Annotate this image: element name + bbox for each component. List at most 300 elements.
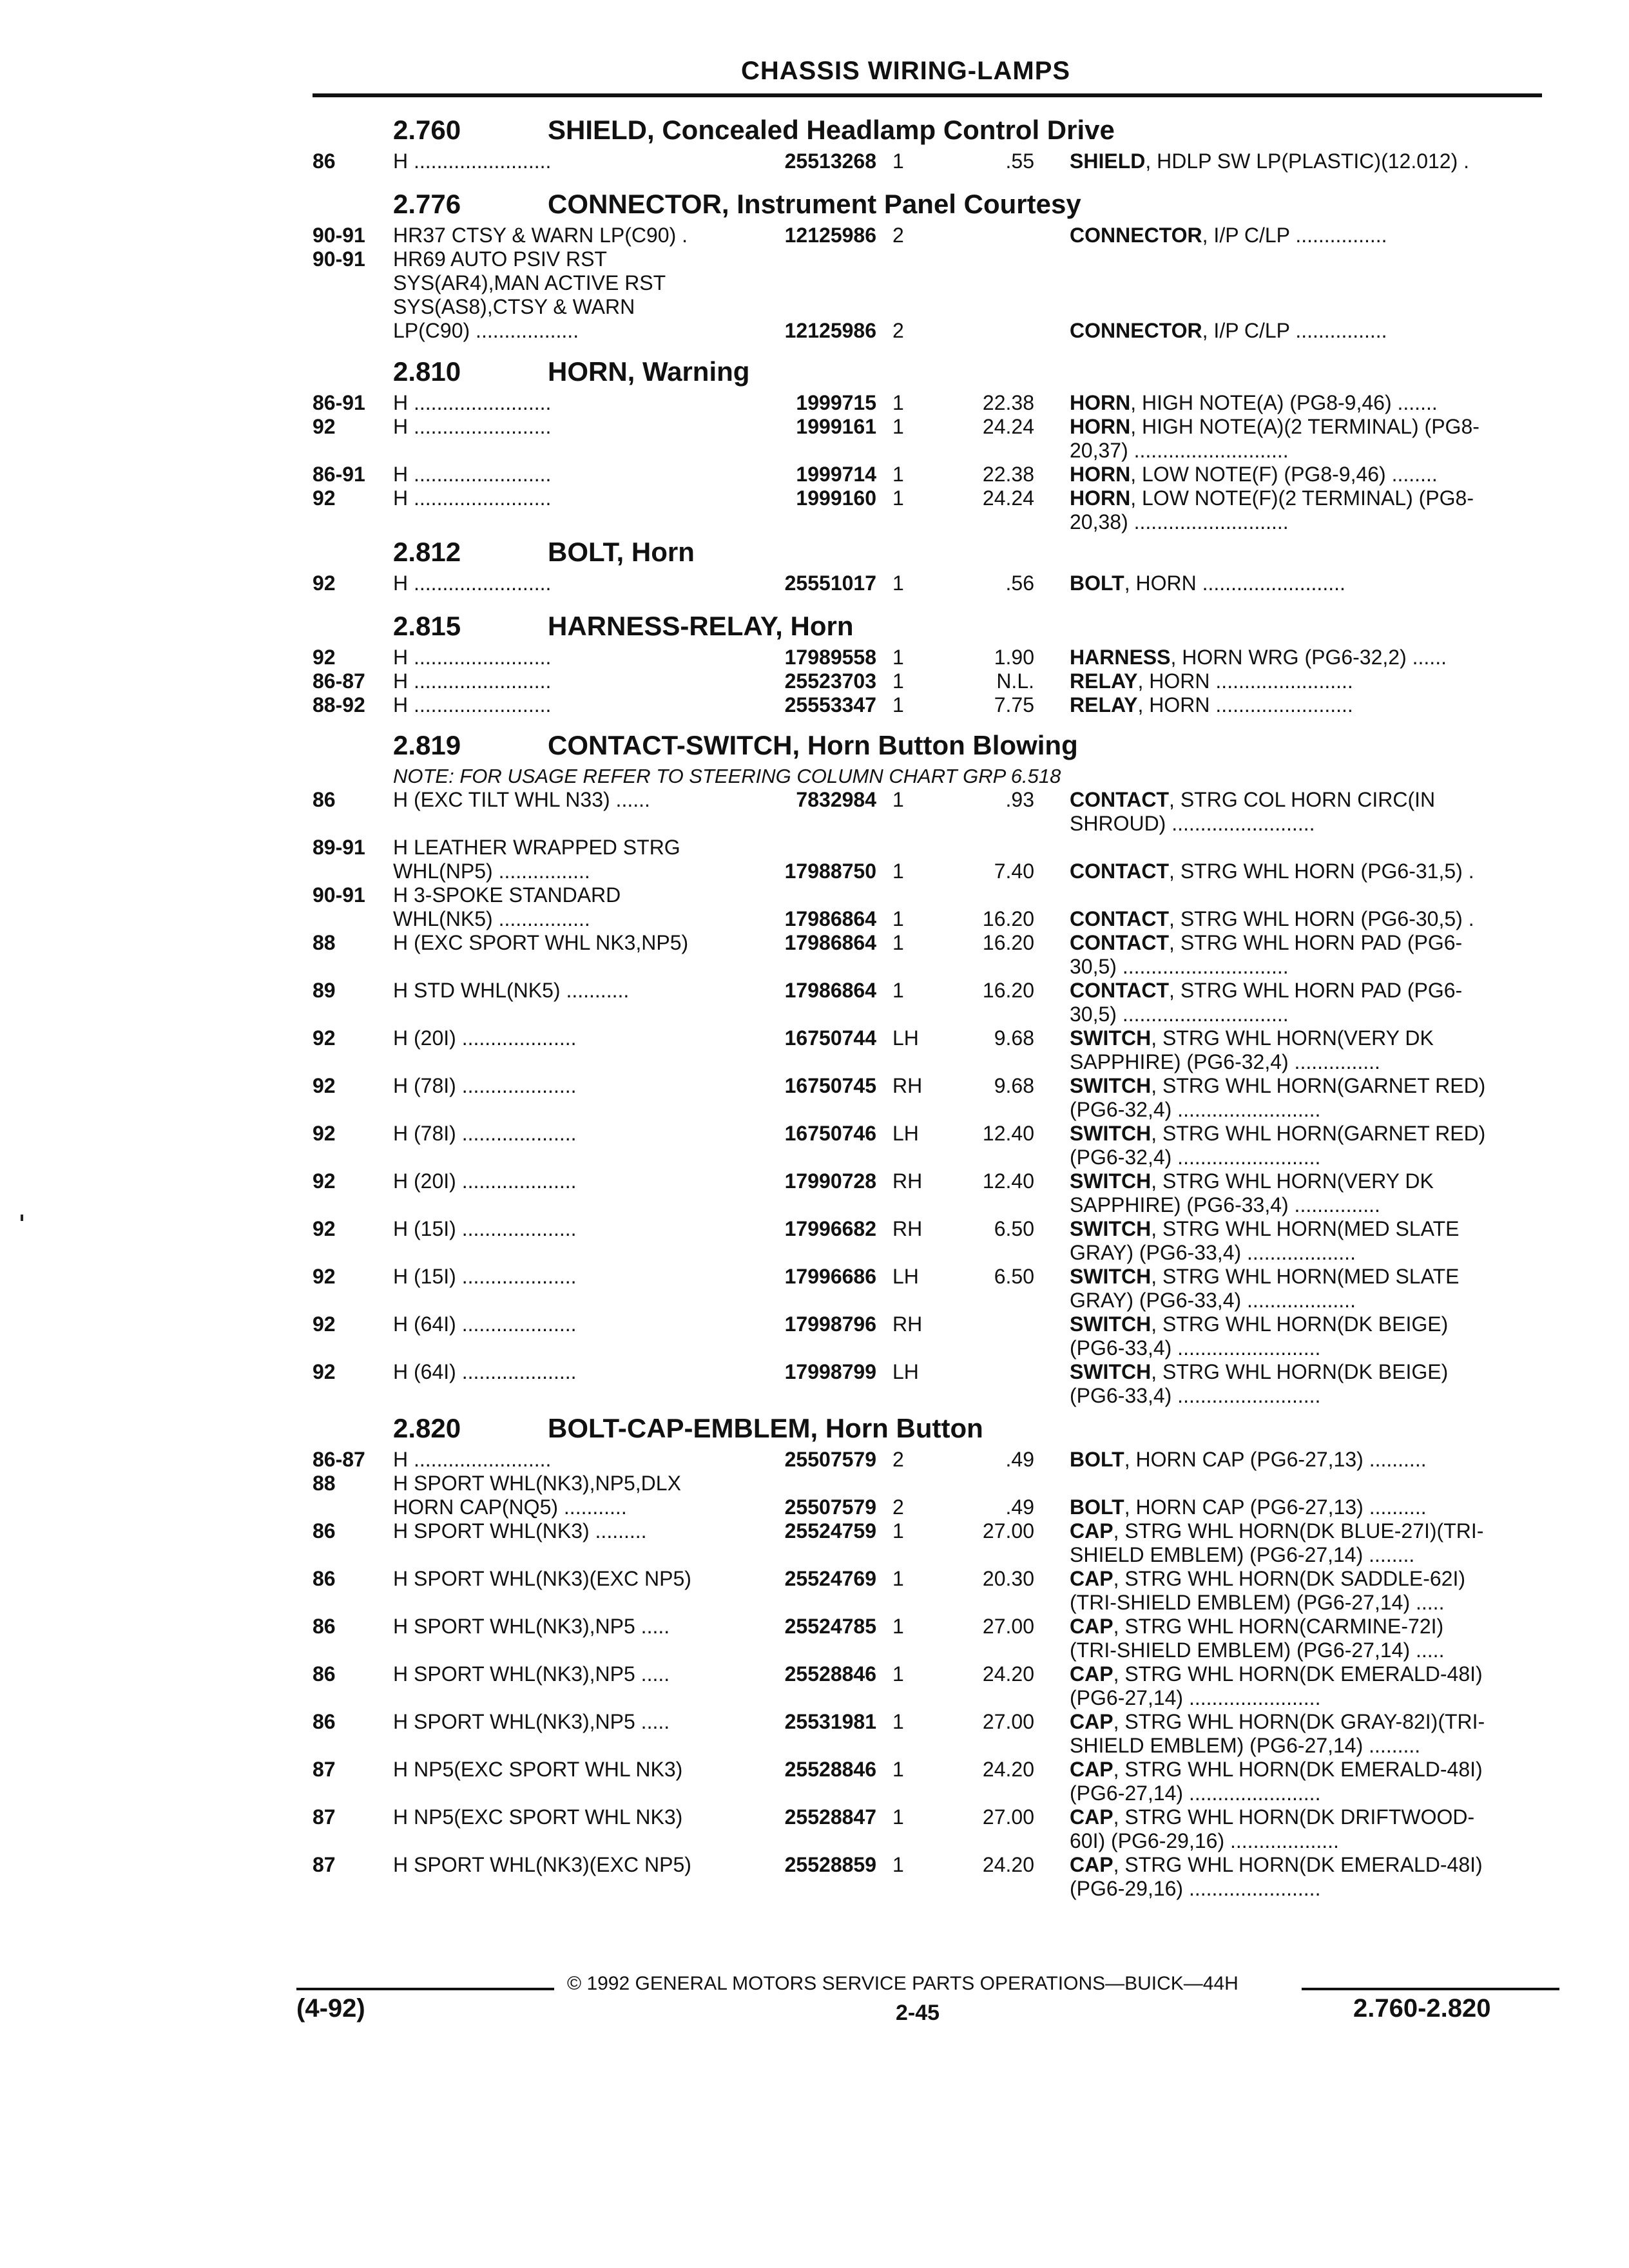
part-name-keyword: HORN: [1070, 391, 1131, 414]
part-row: [313, 572, 1550, 595]
part-name-detail: , STRG WHL HORN(CARMINE-72I) (TRI-SHIELD EMBLEM) (PG6-27,14) .....: [1070, 1615, 1445, 1662]
part-row: [313, 1853, 1550, 1901]
footer-section-range: 2.760-2.820: [1353, 1994, 1491, 2023]
price: 12.40: [982, 1169, 1034, 1193]
model-year: 86: [313, 1662, 336, 1686]
quantity: 1: [892, 693, 904, 716]
part-row: [313, 1519, 1550, 1567]
part-name-detail: , STRG WHL HORN(DK EMERALD-48I) (PG6-27,14) .......................: [1070, 1662, 1483, 1709]
usage-description: H ........................: [393, 415, 552, 438]
footer-rule-left: [296, 1988, 554, 1990]
part-name-keyword: CONNECTOR: [1070, 319, 1202, 342]
part-name-keyword: CAP: [1070, 1710, 1113, 1733]
model-year: 88-92: [313, 693, 365, 716]
part-name: [1070, 907, 1534, 931]
price: 27.00: [982, 1519, 1034, 1542]
part-number: 16750745: [784, 1074, 876, 1097]
quantity: 1: [892, 979, 904, 1002]
price: 7.40: [994, 860, 1034, 883]
quantity: 1: [892, 1805, 904, 1829]
quantity: 2: [892, 224, 904, 247]
usage-description: H ........................: [393, 669, 552, 693]
part-row: [313, 1122, 1550, 1169]
price: 6.50: [994, 1217, 1034, 1240]
part-number: 17986864: [784, 931, 876, 954]
price: 9.68: [994, 1026, 1034, 1050]
usage-description: HR37 CTSY & WARN LP(C90) .: [393, 224, 688, 247]
part-name-detail: , STRG WHL HORN(GARNET RED) (PG6-32,4) .........................: [1070, 1074, 1486, 1121]
part-number: 1999715: [796, 391, 876, 414]
part-name: [1070, 486, 1534, 534]
price: 22.38: [982, 463, 1034, 486]
part-name: [1070, 149, 1534, 173]
part-row: [313, 1615, 1550, 1662]
part-row: [313, 1074, 1550, 1122]
part-row: [313, 788, 1550, 836]
footer-date: (4-92): [296, 1994, 365, 2023]
part-name: [1070, 979, 1534, 1026]
section-number: 2.776: [393, 189, 461, 219]
quantity: 1: [892, 572, 904, 595]
part-row: [313, 883, 1550, 931]
part-name: [1070, 1519, 1534, 1567]
quantity: 1: [892, 1758, 904, 1781]
model-year: 86: [313, 788, 336, 811]
model-year: 92: [313, 1265, 336, 1288]
part-number: 25528846: [784, 1758, 876, 1781]
catalog-section: [313, 532, 1550, 595]
price: 16.20: [982, 931, 1034, 954]
model-year: 90-91: [313, 247, 365, 271]
usage-description: H ........................: [393, 1448, 552, 1471]
part-number: 17989558: [784, 646, 876, 669]
model-year: 92: [313, 1360, 336, 1383]
part-name: [1070, 319, 1534, 343]
part-name-keyword: CONTACT: [1070, 931, 1170, 954]
model-year: 86: [313, 1710, 336, 1733]
catalog-section: [313, 606, 1550, 717]
price: 24.20: [982, 1662, 1034, 1686]
part-number: 17996682: [784, 1217, 876, 1240]
usage-description: H (20I) ....................: [393, 1169, 577, 1193]
usage-description: H ........................: [393, 149, 552, 173]
usage-description: H ........................: [393, 693, 552, 716]
part-row: [313, 463, 1550, 486]
usage-description: H (EXC SPORT WHL NK3,NP5): [393, 931, 689, 954]
part-name-keyword: SWITCH: [1070, 1217, 1152, 1240]
usage-description: H (78I) ....................: [393, 1074, 577, 1097]
price: 24.20: [982, 1853, 1034, 1876]
part-name-keyword: HORN: [1070, 486, 1131, 510]
part-number: 17986864: [784, 907, 876, 930]
quantity: 2: [892, 319, 904, 342]
part-name-detail: , STRG WHL HORN(DK SADDLE-62I) (TRI-SHIELD EMBLEM) (PG6-27,14) .....: [1070, 1567, 1465, 1614]
part-name-keyword: CONTACT: [1070, 907, 1170, 930]
part-name-keyword: CAP: [1070, 1758, 1113, 1781]
part-name-keyword: CONTACT: [1070, 788, 1170, 811]
quantity: 1: [892, 415, 904, 438]
part-row: [313, 415, 1550, 463]
part-name: [1070, 1448, 1534, 1472]
part-name-detail: , STRG WHL HORN(MED SLATE GRAY) (PG6-33,4) ...................: [1070, 1265, 1460, 1312]
part-name: [1070, 788, 1534, 836]
section-title: HORN, Warning: [548, 356, 750, 387]
part-row: [313, 669, 1550, 693]
part-name: [1070, 1710, 1534, 1758]
part-name: [1070, 646, 1534, 669]
part-number: 17988750: [784, 860, 876, 883]
model-year: 92: [313, 1312, 336, 1336]
page-title: CHASSIS WIRING-LAMPS: [741, 57, 1071, 85]
model-year: 92: [313, 415, 336, 438]
part-number: 25551017: [784, 572, 876, 595]
part-number: 16750746: [784, 1122, 876, 1145]
quantity: 1: [892, 391, 904, 414]
part-name: [1070, 1360, 1534, 1408]
price: .56: [1005, 572, 1034, 595]
section-title: CONTACT-SWITCH, Horn Button Blowing: [548, 730, 1078, 760]
part-name-detail: , STRG WHL HORN PAD (PG6- 30,5) .............................: [1070, 931, 1463, 978]
part-name-keyword: CAP: [1070, 1615, 1113, 1638]
model-year: 87: [313, 1758, 336, 1781]
section-heading: [313, 532, 1550, 572]
part-number: 25524769: [784, 1567, 876, 1590]
catalog-section: [313, 184, 1550, 343]
part-number: 17998796: [784, 1312, 876, 1336]
part-name-detail: , HORN WRG (PG6-32,2) ......: [1170, 646, 1447, 669]
part-name-keyword: CAP: [1070, 1567, 1113, 1590]
quantity: 1: [892, 1519, 904, 1542]
part-name: [1070, 1122, 1534, 1169]
part-row: [313, 1026, 1550, 1074]
part-number: 25513268: [784, 149, 876, 173]
part-name: [1070, 1074, 1534, 1122]
usage-description: HR69 AUTO PSIV RST SYS(AR4),MAN ACTIVE RST SYS(AS8),CTSY & WARN LP(C90) ..................: [393, 247, 666, 342]
part-name-detail: , HIGH NOTE(A)(2 TERMINAL) (PG8- 20,37) ...........................: [1070, 415, 1480, 462]
usage-description: H SPORT WHL(NK3),NP5,DLX HORN CAP(NQ5) ...........: [393, 1472, 681, 1519]
part-name-detail: , STRG WHL HORN(VERY DK SAPPHIRE) (PG6-32,4) ...............: [1070, 1026, 1434, 1073]
part-number: 25507579: [784, 1448, 876, 1471]
part-name-keyword: SWITCH: [1070, 1360, 1152, 1383]
part-name-detail: , HORN CAP (PG6-27,13) ..........: [1124, 1495, 1427, 1519]
quantity: 1: [892, 1710, 904, 1733]
catalog-section: [313, 351, 1550, 534]
part-name-detail: , HORN .........................: [1124, 572, 1345, 595]
part-name-detail: , STRG WHL HORN(DK EMERALD-48I) (PG6-27,14) .......................: [1070, 1758, 1483, 1805]
part-name: [1070, 1662, 1534, 1710]
quantity: 1: [892, 1615, 904, 1638]
section-number: 2.819: [393, 730, 461, 760]
model-year: 89: [313, 979, 336, 1002]
catalog-section: [313, 725, 1550, 1408]
part-name-detail: , HIGH NOTE(A) (PG8-9,46) .......: [1130, 391, 1438, 414]
usage-description: H (15I) ....................: [393, 1265, 577, 1288]
part-name: [1070, 1217, 1534, 1265]
part-number: 12125986: [784, 224, 876, 247]
title-rule: [313, 93, 1542, 97]
section-number: 2.760: [393, 115, 461, 145]
quantity: 1: [892, 463, 904, 486]
section-heading: [313, 184, 1550, 224]
quantity: 1: [892, 1567, 904, 1590]
part-name-keyword: BOLT: [1070, 1495, 1124, 1519]
section-note: NOTE: FOR USAGE REFER TO STEERING COLUMN CHART GRP 6.518: [393, 765, 1061, 787]
price: 12.40: [982, 1122, 1034, 1145]
section-title: BOLT, Horn: [548, 537, 695, 567]
part-row: [313, 931, 1550, 979]
section-title: HARNESS-RELAY, Horn: [548, 611, 854, 641]
part-number: 1999161: [796, 415, 876, 438]
price: 22.38: [982, 391, 1034, 414]
part-name-keyword: SWITCH: [1070, 1026, 1152, 1050]
quantity: 1: [892, 860, 904, 883]
quantity: 1: [892, 907, 904, 930]
usage-description: H ........................: [393, 646, 552, 669]
part-number: 17998799: [784, 1360, 876, 1383]
part-name-detail: , HDLP SW LP(PLASTIC)(12.012) .: [1145, 149, 1470, 173]
part-name: [1070, 224, 1534, 247]
part-number: 25528859: [784, 1853, 876, 1876]
part-name: [1070, 463, 1534, 486]
scan-mark: [21, 1215, 23, 1221]
part-name: [1070, 1853, 1534, 1901]
part-number: 1999160: [796, 486, 876, 510]
quantity: 1: [892, 1853, 904, 1876]
part-number: 25531981: [784, 1710, 876, 1733]
part-name-keyword: CONNECTOR: [1070, 224, 1202, 247]
usage-description: H ........................: [393, 486, 552, 510]
part-name-detail: , I/P C/LP ................: [1202, 319, 1387, 342]
part-name-detail: , STRG WHL HORN(DK GRAY-82I)(TRI- SHIELD EMBLEM) (PG6-27,14) .........: [1070, 1710, 1485, 1757]
model-year: 87: [313, 1805, 336, 1829]
quantity: LH: [892, 1026, 919, 1050]
usage-description: H (64I) ....................: [393, 1312, 577, 1336]
model-year: 92: [313, 1026, 336, 1050]
part-name: [1070, 1567, 1534, 1615]
part-name-keyword: CAP: [1070, 1662, 1113, 1686]
part-name-detail: , LOW NOTE(F) (PG8-9,46) ........: [1130, 463, 1438, 486]
part-number: 17986864: [784, 979, 876, 1002]
part-row: [313, 1265, 1550, 1312]
part-name-detail: , STRG WHL HORN (PG6-30,5) .: [1169, 907, 1474, 930]
part-row: [313, 486, 1550, 534]
part-name: [1070, 391, 1534, 415]
usage-description: H (EXC TILT WHL N33) ......: [393, 788, 650, 811]
usage-description: H 3-SPOKE STANDARD WHL(NK5) ................: [393, 883, 621, 930]
price: 24.24: [982, 486, 1034, 510]
part-name-keyword: SHIELD: [1070, 149, 1146, 173]
usage-description: H (15I) ....................: [393, 1217, 577, 1240]
price: .55: [1005, 149, 1034, 173]
price: 27.00: [982, 1615, 1034, 1638]
model-year: 90-91: [313, 224, 365, 247]
price: 16.20: [982, 907, 1034, 930]
quantity: LH: [892, 1122, 919, 1145]
quantity: LH: [892, 1265, 919, 1288]
model-year: 86: [313, 1519, 336, 1542]
section-heading: [313, 1408, 1550, 1448]
quantity: 1: [892, 486, 904, 510]
model-year: 86: [313, 1567, 336, 1590]
part-number: 17996686: [784, 1265, 876, 1288]
quantity: RH: [892, 1169, 923, 1193]
quantity: 1: [892, 931, 904, 954]
price: 24.24: [982, 415, 1034, 438]
model-year: 92: [313, 1074, 336, 1097]
usage-description: H SPORT WHL(NK3),NP5 .....: [393, 1662, 670, 1686]
part-number: 12125986: [784, 319, 876, 342]
part-number: 25553347: [784, 693, 876, 716]
model-year: 86: [313, 1615, 336, 1638]
footer-rule-right: [1302, 1988, 1559, 1990]
part-name: [1070, 1312, 1534, 1360]
model-year: 89-91: [313, 836, 365, 859]
price: .93: [1005, 788, 1034, 811]
part-name-keyword: HORN: [1070, 415, 1131, 438]
part-name-detail: , STRG WHL HORN(VERY DK SAPPHIRE) (PG6-33,4) ...............: [1070, 1169, 1434, 1216]
model-year: 92: [313, 1169, 336, 1193]
footer-copyright: © 1992 GENERAL MOTORS SERVICE PARTS OPERATIONS—BUICK—44H: [567, 1973, 1239, 1994]
part-name-keyword: CAP: [1070, 1853, 1113, 1876]
part-name-keyword: CAP: [1070, 1519, 1113, 1542]
part-name-keyword: BOLT: [1070, 572, 1124, 595]
part-name-keyword: CAP: [1070, 1805, 1113, 1829]
price: 27.00: [982, 1805, 1034, 1829]
usage-description: H NP5(EXC SPORT WHL NK3): [393, 1758, 683, 1781]
footer-page-number: 2-45: [896, 2001, 940, 2025]
model-year: 88: [313, 1472, 336, 1495]
part-name-keyword: CONTACT: [1070, 860, 1170, 883]
usage-description: H (20I) ....................: [393, 1026, 577, 1050]
part-name: [1070, 1495, 1534, 1519]
price: 1.90: [994, 646, 1034, 669]
part-name-detail: , STRG WHL HORN(MED SLATE GRAY) (PG6-33,4) ...................: [1070, 1217, 1460, 1264]
part-name-detail: , HORN CAP (PG6-27,13) ..........: [1124, 1448, 1427, 1471]
part-name-detail: , STRG WHL HORN(GARNET RED) (PG6-32,4) .........................: [1070, 1122, 1486, 1169]
quantity: 1: [892, 669, 904, 693]
part-row: [313, 1217, 1550, 1265]
part-name: [1070, 669, 1534, 693]
model-year: 87: [313, 1853, 336, 1876]
section-number: 2.812: [393, 537, 461, 567]
part-name: [1070, 572, 1534, 595]
part-row: [313, 836, 1550, 883]
part-number: 17990728: [784, 1169, 876, 1193]
part-row: [313, 1567, 1550, 1615]
part-number: 7832984: [796, 788, 876, 811]
part-name-detail: , STRG WHL HORN (PG6-31,5) .: [1169, 860, 1474, 883]
price: 7.75: [994, 693, 1034, 716]
price: .49: [1005, 1495, 1034, 1519]
part-name: [1070, 1805, 1534, 1853]
model-year: 92: [313, 1217, 336, 1240]
quantity: LH: [892, 1360, 919, 1383]
part-name-detail: , HORN ........................: [1137, 693, 1353, 716]
price: 16.20: [982, 979, 1034, 1002]
part-name-detail: , STRG WHL HORN(DK EMERALD-48I) (PG6-29,16) .......................: [1070, 1853, 1483, 1900]
part-name-keyword: CONTACT: [1070, 979, 1170, 1002]
section-number: 2.820: [393, 1413, 461, 1443]
usage-description: H (64I) ....................: [393, 1360, 577, 1383]
part-row: [313, 1169, 1550, 1217]
usage-description: H NP5(EXC SPORT WHL NK3): [393, 1805, 683, 1829]
price: 27.00: [982, 1710, 1034, 1733]
part-name: [1070, 860, 1534, 883]
part-name: [1070, 931, 1534, 979]
part-row: [313, 1758, 1550, 1805]
part-row: [313, 1662, 1550, 1710]
part-number: 25528847: [784, 1805, 876, 1829]
part-name-detail: , STRG WHL HORN(DK BEIGE) (PG6-33,4) .........................: [1070, 1360, 1449, 1407]
part-row: [313, 646, 1550, 669]
usage-description: H LEATHER WRAPPED STRG WHL(NP5) ................: [393, 836, 680, 883]
model-year: 88: [313, 931, 336, 954]
catalog-section: [313, 110, 1550, 173]
section-number: 2.815: [393, 611, 461, 641]
model-year: 86: [313, 149, 336, 173]
quantity: 2: [892, 1495, 904, 1519]
usage-description: H SPORT WHL(NK3) .........: [393, 1519, 647, 1542]
quantity: 1: [892, 646, 904, 669]
price: .49: [1005, 1448, 1034, 1471]
part-name-keyword: RELAY: [1070, 669, 1138, 693]
model-year: 86-91: [313, 391, 365, 414]
part-name: [1070, 1026, 1534, 1074]
usage-description: H STD WHL(NK5) ...........: [393, 979, 630, 1002]
part-name: [1070, 1265, 1534, 1312]
part-name-keyword: SWITCH: [1070, 1074, 1152, 1097]
part-row: [313, 247, 1550, 343]
part-name-detail: , STRG WHL HORN(DK BEIGE) (PG6-33,4) .........................: [1070, 1312, 1449, 1360]
usage-description: H ........................: [393, 572, 552, 595]
part-name: [1070, 1169, 1534, 1217]
usage-description: H SPORT WHL(NK3)(EXC NP5): [393, 1567, 691, 1590]
part-name-keyword: SWITCH: [1070, 1265, 1152, 1288]
part-row: [313, 1312, 1550, 1360]
section-heading: [313, 110, 1550, 149]
part-name: [1070, 693, 1534, 717]
model-year: 92: [313, 486, 336, 510]
part-row: [313, 1805, 1550, 1853]
part-name-detail: , HORN ........................: [1137, 669, 1353, 693]
usage-description: H ........................: [393, 463, 552, 486]
part-name-detail: , STRG WHL HORN(DK DRIFTWOOD- 60I) (PG6-29,16) ...................: [1070, 1805, 1475, 1852]
price: 6.50: [994, 1265, 1034, 1288]
quantity: 1: [892, 149, 904, 173]
part-row: [313, 1710, 1550, 1758]
part-name-keyword: SWITCH: [1070, 1169, 1152, 1193]
price: 9.68: [994, 1074, 1034, 1097]
quantity: RH: [892, 1074, 923, 1097]
section-heading: [313, 725, 1550, 765]
price: N.L.: [996, 669, 1034, 693]
section-number: 2.810: [393, 356, 461, 387]
part-name-detail: , STRG WHL HORN PAD (PG6- 30,5) .............................: [1070, 979, 1463, 1026]
part-number: 16750744: [784, 1026, 876, 1050]
part-number: 25523703: [784, 669, 876, 693]
part-name: [1070, 1615, 1534, 1662]
usage-description: H SPORT WHL(NK3),NP5 .....: [393, 1615, 670, 1638]
part-name-detail: , I/P C/LP ................: [1202, 224, 1387, 247]
part-row: [313, 391, 1550, 415]
part-name: [1070, 1758, 1534, 1805]
model-year: 86-87: [313, 1448, 365, 1471]
part-row: [313, 693, 1550, 717]
model-year: 92: [313, 646, 336, 669]
part-name-keyword: HARNESS: [1070, 646, 1171, 669]
usage-description: H ........................: [393, 391, 552, 414]
section-title: CONNECTOR, Instrument Panel Courtesy: [548, 189, 1081, 219]
